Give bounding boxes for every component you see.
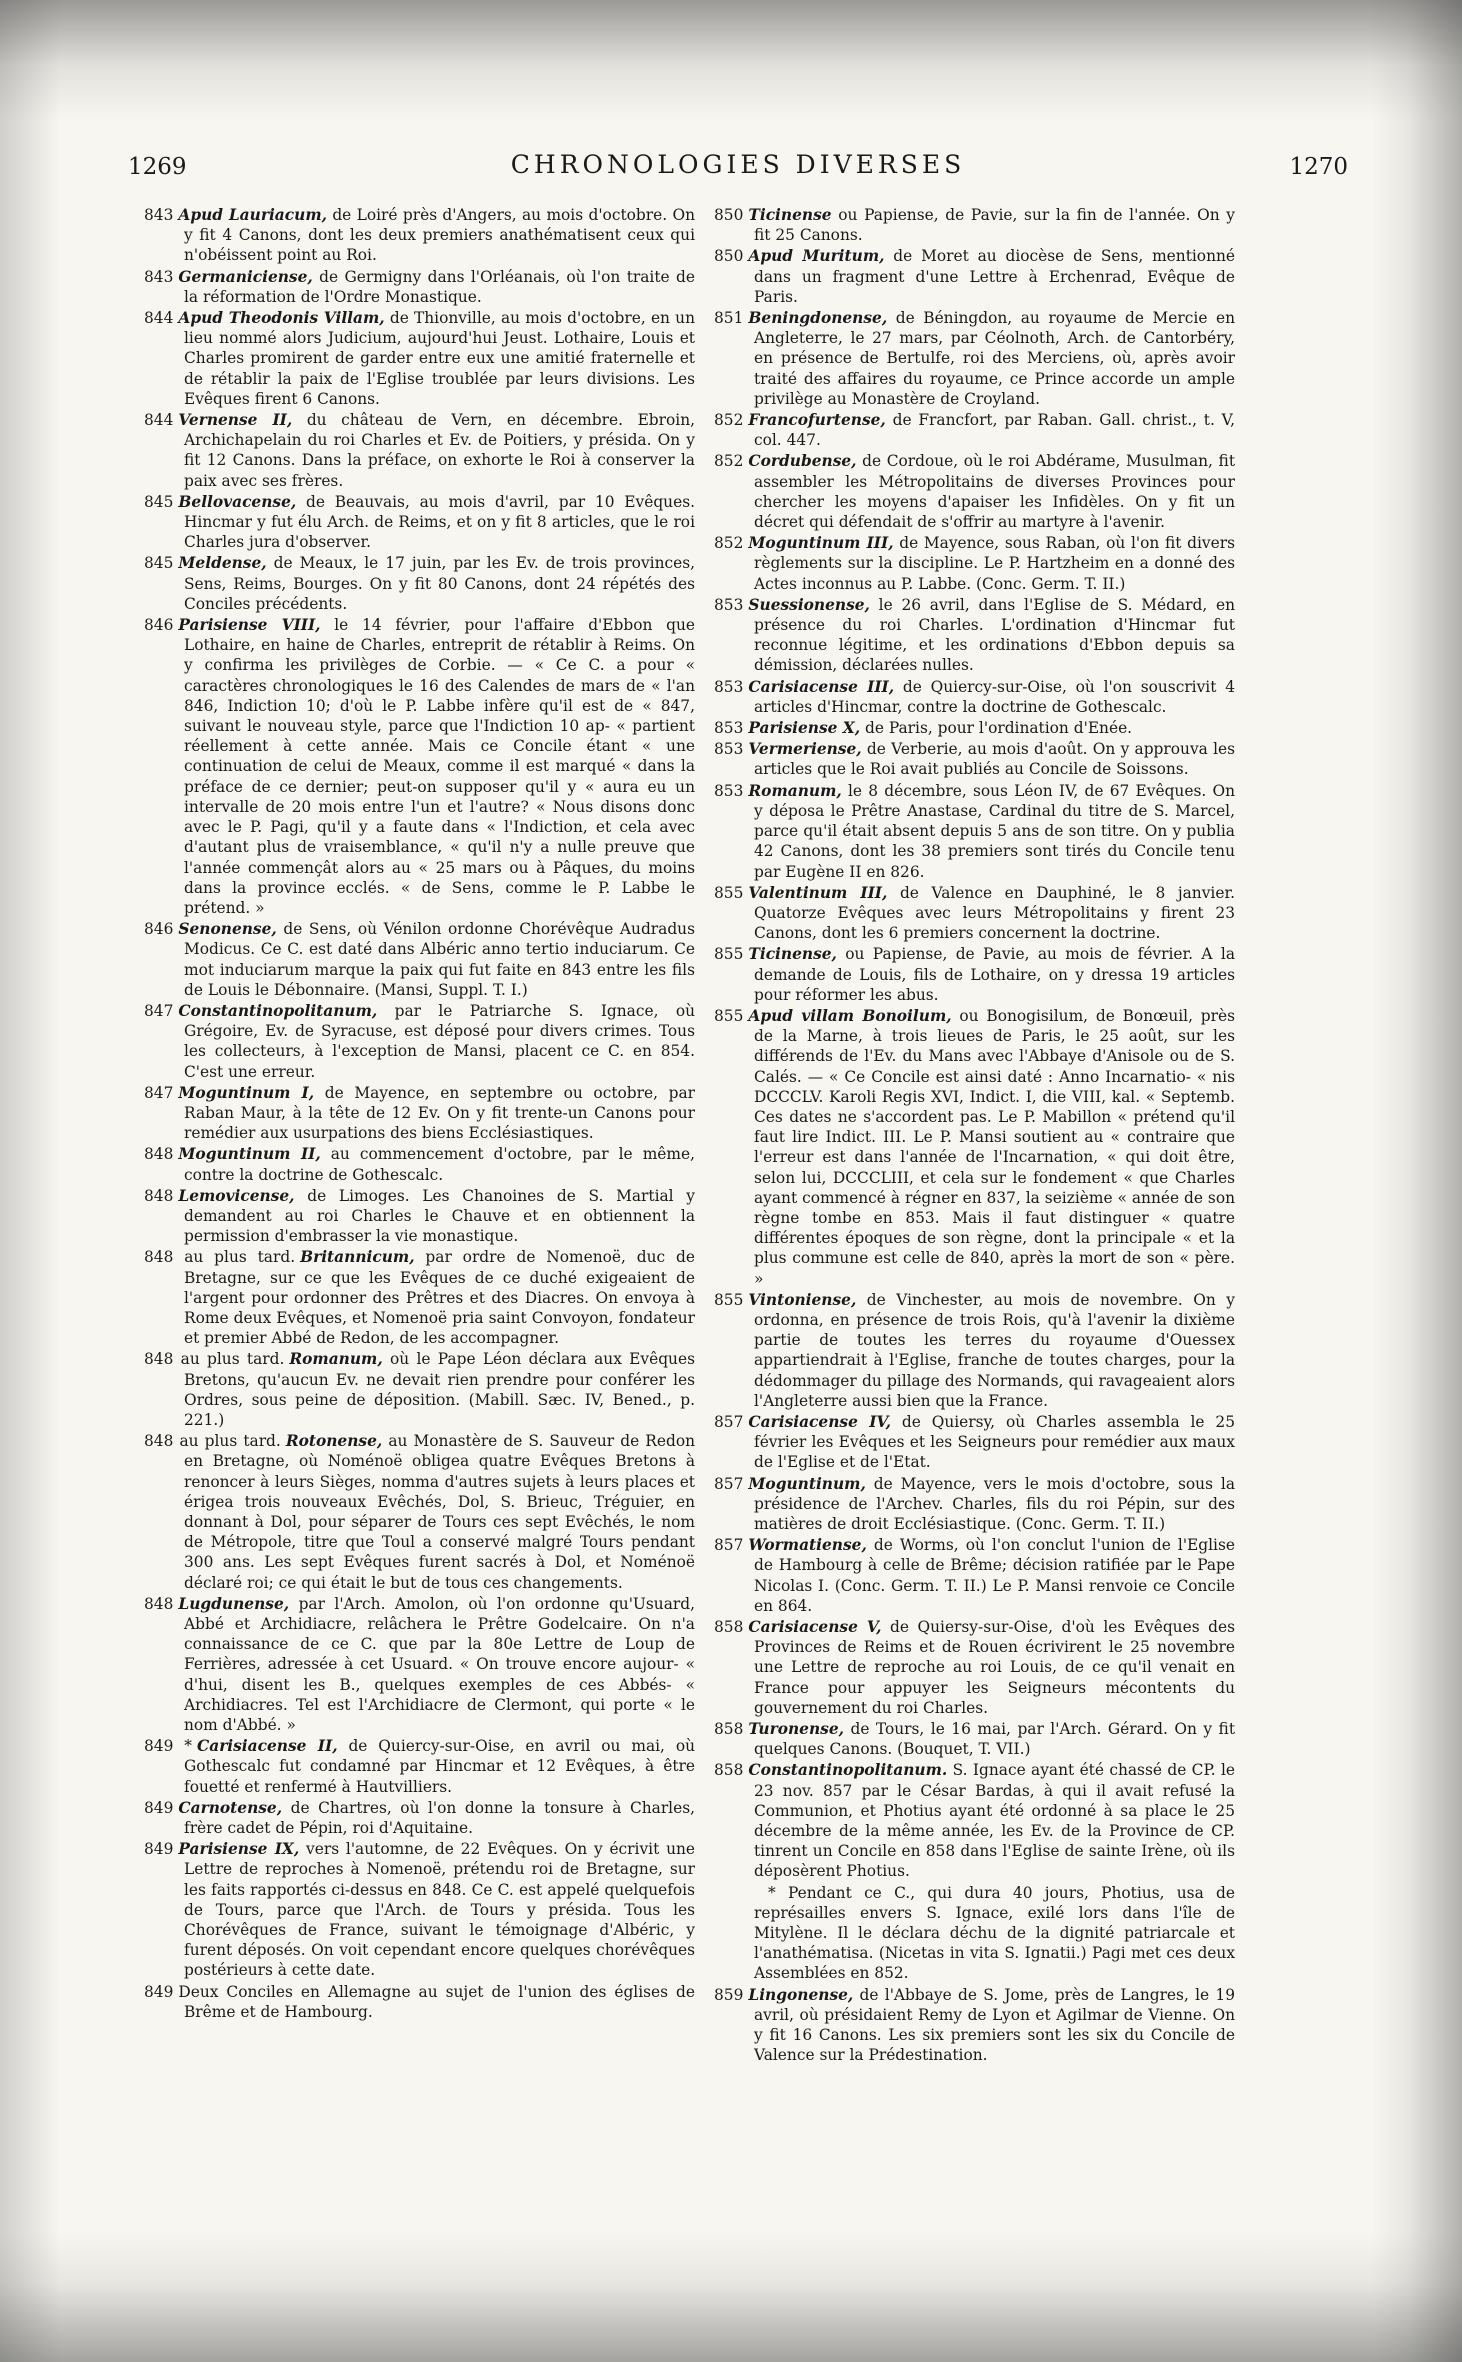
entry-text: par l'Arch. Amolon, où l'on ordonne qu'Usuard, Abbé et Archidiacre, relâchera le Prêtre Godelcaire. On n'a connaissance de ce C. que par la 80e Lettre de Loup de Ferrières, adressée à cet Usuard. « On trouve encore aujour- « d'hui, disent les B., quelques exemples de ces Abbés- « Archidiacres. Tel est l'Archidiacre de Clermont, qui porte « le nom d'Abbé. » — [184, 1594, 695, 1735]
scan-shadow-bottom — [0, 2232, 1462, 2362]
entry-year: 844 — [144, 411, 174, 430]
council-name: Moguntinum III, — [748, 534, 894, 553]
council-entry — [700, 308, 1235, 409]
entry-text: de Béningdon, au royaume de Mercie en Angleterre, le 27 mars, par Céolnoth, Arch. de Cantorbéry, en présence de Bertulfe, roi des Merciens, où, après avoir traité des affaires du royaume, ce Prince accorde un ample privilège au Monastère de Croyland. — [754, 309, 1235, 408]
council-entry — [130, 1349, 695, 1430]
council-name: Apud villam Bonoilum, — [748, 1006, 952, 1025]
council-entry — [700, 533, 1235, 594]
council-name: Romanum, — [748, 781, 842, 800]
entry-text: par le Patriarche S. Ignace, où Grégoire, Ev. de Syracuse, est déposé pour divers crimes. Tous les collecteurs, à l'exception de Mansi, placent ce C. en 854. C'est une erreur. — [184, 1001, 695, 1081]
council-entry — [700, 1985, 1235, 2066]
council-entry — [130, 1431, 695, 1593]
council-name: Carnotense, — [178, 1798, 283, 1817]
entry-year: 845 — [144, 492, 174, 511]
entry-text: de Quiercy-sur-Oise, en avril ou mai, où Gothescalc fut condamné par Hincmar et 12 Evêques, à être fouetté et renfermé à Hautvilliers. — [184, 1737, 696, 1796]
entry-text: de Mayence, sous Raban, où l'on fit divers règlements sur la discipline. Le P. Hartzheim en a donné des Actes inconnus au P. Labbe. (Conc. Germ. T. II.) — [754, 534, 1235, 593]
council-entry — [130, 1186, 695, 1247]
entry-text: le 26 avril, dans l'Eglise de S. Médard, en présence du roi Charles. L'ordination d'Hincmar fut reconnue légitime, et les ordinations d'Ebbon depuis sa démission, déclarées nulles. — [754, 595, 1235, 675]
council-name: Rotonense, — [285, 1432, 383, 1451]
council-entry — [700, 677, 1235, 717]
council-entry — [700, 1006, 1235, 1289]
entry-year: 848 au plus tard. — [144, 1350, 285, 1369]
entry-year: 858 — [714, 1720, 744, 1739]
entry-year: 848 — [144, 1594, 174, 1613]
entry-year: 855 — [714, 883, 744, 902]
entry-text: vers l'automne, de 22 Evêques. On y écrivit une Lettre de reproches à Nomenoë, prétendu roi de Bretagne, sur les faits rapportés ci-dessus en 848. Ce C. est appelé quelquefois de Tours, parce que l'Arch. de Tours y présida. Tous les Chorévêques de France, suivant le témoignage d'Albéric, y furent déposés. On voit cependant encore quelques chorévêques postérieurs à cette date. — [184, 1840, 696, 1980]
entry-text: le 8 décembre, sous Léon IV, de 67 Evêques. On y déposa le Prêtre Anastase, Cardinal du titre de S. Marcel, parce qu'il était absent depuis 5 ans de son titre. On y publia 42 Canons, dont les 38 premiers sont tirés du Concile tenu par Eugène II en 826. — [754, 781, 1235, 881]
council-name: Moguntinum, — [748, 1474, 866, 1493]
entry-year: 852 — [714, 452, 744, 471]
council-name: Britannicum, — [300, 1248, 415, 1267]
council-name: Constantinopolitanum, — [178, 1001, 378, 1020]
council-name: Francofurtense, — [748, 411, 886, 430]
entry-text: de Meaux, le 17 juin, par les Ev. de trois provinces, Sens, Reims, Bourges. On y fit 80 Canons, dont 24 répétés des Conciles précédents. — [184, 554, 695, 613]
entry-year: 849 — [144, 1798, 174, 1817]
council-entry — [700, 944, 1235, 1005]
entry-year: 857 — [714, 1412, 744, 1431]
council-entry — [700, 1290, 1235, 1411]
council-name: Carisiacense II, — [196, 1737, 338, 1756]
entry-text: au commencement d'octobre, par le même, contre la doctrine de Gothescalc. — [184, 1145, 695, 1184]
entry-text: de Mayence, en septembre ou octobre, par Raban Maur, à la tête de 12 Ev. On y fit trente-un Canons pour remédier aux usurpations des biens Ecclésiastiques. — [184, 1083, 696, 1143]
council-entry — [130, 1594, 695, 1735]
council-entry — [130, 1001, 695, 1082]
entry-year: 857 — [714, 1536, 744, 1555]
entry-year: 846 — [144, 920, 174, 939]
council-entry — [700, 1719, 1235, 1759]
entry-text: de Cordoue, où le roi Abdérame, Musulman, fit assembler les Métropolitains de diverses Provinces pour chercher les moyens d'apaiser les Infidèles. On y fit un décret qui défendait de s'offrir au martyre à l'avenir. — [754, 452, 1235, 532]
council-name: Beningdonense, — [748, 309, 888, 328]
council-name: Vermeriense, — [748, 740, 862, 759]
entry-text: ou Papiense, de Pavie, sur la fin de l'année. On y fit 25 Canons. — [754, 206, 1235, 245]
scan-shadow-top — [0, 0, 1462, 120]
entry-year: 848 au plus tard. — [144, 1432, 281, 1451]
council-entry — [130, 308, 695, 409]
entry-text: du château de Vern, en décembre. Ebroin, Archichapelain du roi Charles et Ev. de Poitiers, y présida. On y fit 12 Canons. Dans la préface, on exhorte le Roi à conserver la paix avec ses frères. — [184, 411, 695, 490]
entry-year: 852 — [714, 411, 744, 430]
council-entry — [130, 205, 695, 266]
entry-year: 849 — [144, 1840, 174, 1859]
council-name: Meldense, — [178, 554, 267, 573]
council-note — [700, 1883, 1235, 1984]
entry-text: de Mayence, vers le mois d'octobre, sous la présidence de l'Archev. Charles, fils du roi Pépin, sur des matières de droit Ecclésiastique. (Conc. Germ. T. II.) — [754, 1474, 1235, 1533]
entry-text: de Verberie, au mois d'août. On y approuva les articles que le Roi avait publiés au Concile de Soissons. — [754, 740, 1235, 779]
entry-year: 845 — [144, 554, 174, 573]
running-title: CHRONOLOGIES DIVERSES — [510, 150, 966, 179]
entry-year: 846 — [144, 616, 174, 635]
entry-text: de Paris, pour l'ordination d'Enée. — [860, 719, 1133, 738]
council-entry — [130, 1736, 695, 1797]
entry-year: 853 — [714, 781, 744, 800]
council-name: Moguntinum II, — [178, 1145, 321, 1164]
scan-shadow-left — [0, 0, 60, 2362]
entry-text: S. Ignace ayant été chassé de CP. le 23 nov. 857 par le César Bardas, à qui il avait refusé la Communion, et Photius ayant été ordonné à sa place le 25 décembre de la même année, les Ev. de la Province de CP. tinrent un Concile en 858 dans l'Eglise de sainte Irène, où ils déposèrent Photius. — [754, 1761, 1235, 1881]
entry-text: de Worms, où l'on conclut l'union de l'Eglise de Hambourg à celle de Brême; décision ratifiée par le Pape Nicolas I. (Conc. Germ. T. II.) Le P. Mansi renvoie ce Concile en 864. — [754, 1536, 1235, 1615]
council-name: Lemovicense, — [178, 1186, 295, 1205]
entry-year: 857 — [714, 1474, 744, 1493]
council-name: Carisiacense III, — [748, 677, 895, 696]
entry-year: 850 — [714, 206, 744, 224]
entry-text: le 14 février, pour l'affaire d'Ebbon que Lothaire, en haine de Charles, entreprit de rétablir à Reims. On y confirma les privilèges de Corbie. — « Ce C. a pour « caractères chronologiques le 16 des Calendes de mars de « l'an 846, Indiction 10; d'où le P. Labbe infère qu'il est de « 847, suivant le nouveau style, parce que l'Indiction 10 ap- « partient réellement à cette année. Mais ce Concile étant « une continuation de celui de Meaux, comme il est marqué « dans la préface de ce dernier; peut-on supposer qu'il y « aura eu un intervalle de 20 mois entre l'un et l'autre? « Nous disons donc avec le P. Pagi, qu'il y a faute dans « l'Indiction, et cela avec d'autant plus de vraisemblance, « qu'il n'y a nulle preuve que l'année commençât alors au « 25 mars ou à Pâques, du moins dans la province ecclés. « de Sens, comme le P. Labbe le prétend. » — [184, 616, 696, 917]
council-name: Wormatiense, — [748, 1536, 867, 1555]
council-entry — [700, 883, 1235, 944]
right-column — [700, 205, 1235, 2066]
council-entry — [700, 205, 1235, 245]
entry-year: 851 — [714, 309, 744, 328]
council-name: Valentinum III, — [748, 883, 888, 902]
council-entry — [700, 718, 1235, 738]
entry-year: 858 — [714, 1618, 744, 1637]
entry-year: 849 — [144, 1982, 174, 2001]
entry-year: 853 — [714, 740, 744, 759]
council-name: Carisiacense V, — [748, 1618, 882, 1637]
council-name: Vernense II, — [178, 411, 293, 430]
council-entry — [130, 1982, 695, 2022]
council-entry — [130, 267, 695, 307]
entry-year: 859 — [714, 1985, 744, 2004]
entry-year: 847 — [144, 1001, 174, 1020]
entry-year: 848 — [144, 1145, 174, 1164]
entry-year: 855 — [714, 1290, 744, 1309]
entry-text: de Vinchester, au mois de novembre. On y ordonna, en présence de trois Rois, qu'à l'avenir la dixième partie de toutes les terres du royaume d'Ouessex appartiendrait à l'Eglise, franche de toutes charges, pour la dédommager du pillage des Normands, qui ravageaient alors l'Angleterre aussi bien que la France. — [754, 1290, 1235, 1410]
council-name: Senonense, — [178, 920, 277, 939]
council-entry — [700, 1760, 1235, 1881]
council-entry — [700, 595, 1235, 676]
council-name: Vintoniense, — [748, 1290, 857, 1309]
entry-year: 847 — [144, 1083, 174, 1102]
entry-text: de Chartres, où l'on donne la tonsure à Charles, frère cadet de Pépin, roi d'Aquitaine. — [184, 1798, 695, 1838]
entry-text: de l'Abbaye de S. Jome, près de Langres, le 19 avril, où présidaient Remy de Lyon et Agilmar de Vienne. On y fit 16 Canons. Les six premiers sont les six du Concile de Valence sur la Prédestination. — [754, 1985, 1235, 2065]
council-name: Constantinopolitanum. — [748, 1761, 948, 1780]
entry-text: par ordre de Nomenoë, duc de Bretagne, sur ce que les Evêques de ce duché exigeaient de l'argent pour ordonner des Prêtres et des Diacres. On envoya à Rome deux Evêques, et Nomenoë pria saint Convoyon, fondateur et premier Abbé de Redon, de les accompagner. — [184, 1248, 695, 1348]
council-name: Ticinense — [748, 206, 832, 224]
page-number-left: 1269 — [128, 154, 187, 180]
council-entry — [130, 553, 695, 614]
council-name: Parisiense IX, — [178, 1840, 300, 1859]
entry-text: Deux Conciles en Allemagne au sujet de l'union des églises de Brême et de Hambourg. — [178, 1982, 695, 2021]
entry-year: 853 — [714, 595, 744, 614]
council-entry — [130, 1798, 695, 1838]
council-name: Ticinense, — [748, 945, 837, 964]
council-entry — [130, 1839, 695, 1980]
entry-text: de Francfort, par Raban. Gall. christ., t. V, col. 447. — [754, 411, 1235, 450]
entry-year: 853 — [714, 677, 744, 696]
page-header — [128, 150, 1348, 190]
entry-text: de Quiersy, où Charles assembla le 25 février les Evêques et les Seigneurs pour remédier aux maux de l'Eglise et de l'Etat. — [754, 1412, 1235, 1472]
entry-year: 852 — [714, 534, 744, 553]
council-entry — [700, 739, 1235, 779]
entry-text: de Sens, où Vénilon ordonne Chorévêque Audradus Modicus. Ce C. est daté dans Albéric anno tertio induciarum. Ce mot induciarum marque la paix qui fut faite en 843 entre les fils de Louis le Débonnaire. (Mansi, Suppl. T. I.) — [184, 920, 695, 999]
council-name: Parisiense X, — [748, 719, 861, 738]
entry-year: 843 — [144, 267, 174, 286]
entry-text: * Pendant ce C., qui dura 40 jours, Photius, usa de représailles envers S. Ignace, exilé lors dans l'île de Mitylène. Il le déclara déchu de la dignité patriarcale et l'anathématisa. (Nicetas in vita S. Ignatii.) Pagi met ces deux Assemblées en 852. — [754, 1883, 1235, 1983]
council-name: Bellovacense, — [178, 492, 297, 511]
entry-text: ou Papiense, de Pavie, au mois de février. A la demande de Louis, fils de Lothaire, on y dressa 19 articles pour réformer les abus. — [754, 945, 1235, 1004]
entry-text: de Valence en Dauphiné, le 8 janvier. Quatorze Evêques avec leurs Métropolitains y firent 23 Canons, dont les 6 premiers concernent la doctrine. — [754, 883, 1236, 943]
council-name: Germaniciense, — [178, 267, 313, 286]
entry-text: au Monastère de S. Sauveur de Redon en Bretagne, où Noménoë obligea quatre Evêques Bretons à renoncer à leurs Sièges, nomma d'autres sujets à leurs places et érigea trois nouveaux Evêchés, Dol, S. Brieuc, Tréguier, en donnant à Dol, pour séparer de Tours ces sept Evêchés, le nom de Métropole, titre que Toul a conservé malgré Tours pendant 300 ans. Les sept Evêques furent sacrés à Dol, et Noménoë déclaré roi; ce qui était le but de tous ces changements. — [184, 1432, 695, 1592]
entry-year: 848 au plus tard. — [144, 1248, 296, 1267]
entry-text: de Moret au diocèse de Sens, mentionné dans un fragment d'une Lettre à Erchenrad, Evêque de Paris. — [754, 247, 1235, 306]
council-entry — [700, 246, 1235, 307]
council-entry — [700, 1617, 1235, 1718]
council-name: Parisiense VIII, — [178, 616, 321, 635]
council-entry — [130, 1144, 695, 1184]
entry-text: ou Bonogisilum, de Bonœuil, près de la Marne, à trois lieues de Paris, le 25 août, sur les différends de l'Ev. du Mans avec l'Abbaye d'Anisole ou de S. Calés. — « Ce Concile est ainsi daté : Anno Incarnatio- « nis DCCCLV. Karoli Regis XVI, Indict. I, die VIII, kal. « Septemb. Ces dates ne s'accordent pas. Le P. Mabillon « prétend qu'il faut lire Indict. III. Le P. Mansi soutient au « contraire que l'erreur est dans l'année de l'Incarnation, « qui doit être, selon lui, DCCCLIII, et cela sur le fondement « que Charles ayant commencé à régner en 837, la seizième « année de son règne tombe en 853. Mais il faut distinguer « quatre différentes époques de son règne, dont la principale « et la plus commune est celle de 840, après la mort de son « père. » — [754, 1006, 1235, 1288]
council-name: Apud Lauriacum, — [178, 206, 327, 224]
entry-text: de Thionville, au mois d'octobre, en un lieu nommé alors Judicium, aujourd'hui Jeust. Lothaire, Louis et Charles promirent de garder entre eux une amitié fraternelle et de rétablir la paix de l'Eglise troublée par leurs divisions. Les Evêques firent 6 Canons. — [184, 309, 695, 408]
entry-year: 849 * — [144, 1737, 192, 1756]
entry-text: de Limoges. Les Chanoines de S. Martial y demandent au roi Charles le Chauve et en obtiennent la permission d'embrasser la vie monastique. — [184, 1186, 695, 1246]
entry-year: 855 — [714, 945, 744, 964]
council-entry — [700, 451, 1235, 532]
council-entry — [700, 1474, 1235, 1535]
council-entry — [130, 410, 695, 491]
council-name: Apud Theodonis Villam, — [178, 309, 385, 328]
council-name: Romanum, — [289, 1350, 383, 1369]
council-entry — [130, 615, 695, 918]
entry-text: où le Pape Léon déclara aux Evêques Bretons, qu'aucun Ev. ne devait rien prendre pour conférer les Ordres, sous peine de déposition. (Mabill. Sæc. IV, Bened., p. 221.) — [184, 1350, 695, 1429]
entry-text: de Quiercy-sur-Oise, où l'on souscrivit 4 articles d'Hincmar, contre la doctrine de Gothescalc. — [754, 677, 1235, 716]
entry-text: de Loiré près d'Angers, au mois d'octobre. On y fit 4 Canons, dont les deux premiers anathématisent ceux qui n'obéissent point au Roi. — [184, 206, 695, 265]
council-entry — [700, 1535, 1235, 1616]
entry-text: de Quiersy-sur-Oise, d'où les Evêques des Provinces de Reims et de Rouen écrivirent le 25 novembre une Lettre de reproche au roi Louis, de ce qu'il venait en France pour appuyer les Seigneurs mécontents du gouvernement du roi Charles. — [754, 1618, 1235, 1717]
council-entry — [130, 1247, 695, 1348]
council-entry — [130, 1083, 695, 1144]
council-name: Lugdunense, — [178, 1594, 290, 1613]
council-entry — [130, 492, 695, 553]
left-column — [130, 205, 695, 2023]
council-entry — [700, 781, 1235, 882]
council-entry — [130, 919, 695, 1000]
page-number-right: 1270 — [1289, 154, 1348, 180]
council-entry — [700, 1412, 1235, 1473]
council-entry — [700, 410, 1235, 450]
council-name: Turonense, — [748, 1720, 844, 1739]
entry-text: de Tours, le 16 mai, par l'Arch. Gérard. On y fit quelques Canons. (Bouquet, T. VII.) — [754, 1720, 1235, 1759]
entry-year: 853 — [714, 719, 744, 738]
council-name: Apud Muritum, — [748, 247, 885, 266]
scan-shadow-right — [1372, 0, 1462, 2362]
entry-text: de Beauvais, au mois d'avril, par 10 Evêques. Hincmar y fut élu Arch. de Reims, et on y fit 8 articles, que le roi Charles jura d'observer. — [184, 492, 695, 552]
council-name: Suessionense, — [748, 595, 870, 614]
council-name: Lingonense, — [748, 1985, 854, 2004]
council-name: Cordubense, — [748, 452, 857, 471]
entry-text: de Germigny dans l'Orléanais, où l'on traite de la réformation de l'Ordre Monastique. — [184, 267, 695, 306]
council-name: Carisiacense IV, — [748, 1412, 892, 1431]
entry-year: 858 — [714, 1761, 744, 1780]
entry-year: 850 — [714, 247, 744, 266]
council-name: Moguntinum I, — [178, 1083, 315, 1102]
entry-year: 855 — [714, 1006, 744, 1025]
entry-year: 843 — [144, 206, 174, 224]
entry-year: 844 — [144, 309, 174, 328]
entry-year: 848 — [144, 1186, 174, 1205]
